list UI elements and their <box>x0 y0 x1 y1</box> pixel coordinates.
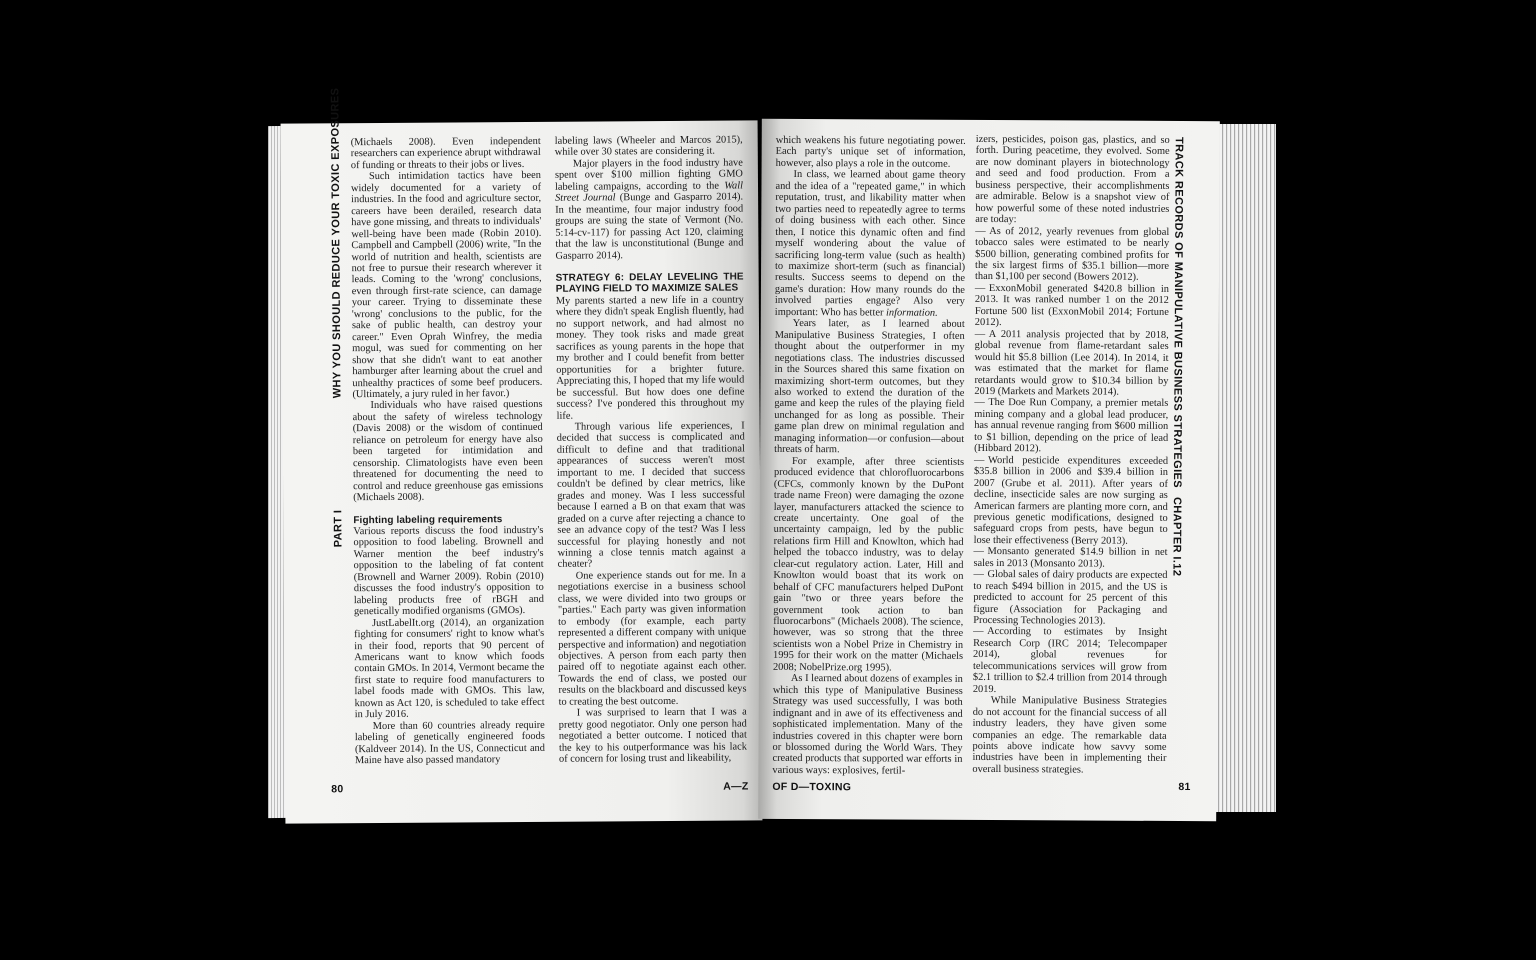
left-page <box>281 87 763 823</box>
footer-title-right: OF D—TOXING <box>772 780 852 794</box>
bullet-item: — World pesticide expenditures exceeded $35.8 billion in 2006 and $39.4 billion in 2007 (Grube et al. 2011). After years of decline, insecticide sales are now surging as American farmers are planting more corn, and previous genetic modifications, designed to safeguard crops from pests, have begun to lose their effectiveness (Berry 2013). <box>973 454 1169 547</box>
paragraph: labeling laws (Wheeler and Marcos 2015), while over 30 states are considering it. <box>554 134 743 159</box>
chapter-label: CHAPTER I.12 <box>1170 496 1183 577</box>
right-column-2 <box>972 134 1169 776</box>
paragraph: As I learned about dozens of examples in which this type of Manipulative Business Strategy was used successfully, I was both indignant and in awe of its effectiveness and sophisticated implementation. Many of the industries covered in this chapter were born or blossomed during the World Wars. They created products that supported war efforts in various ways: explosives, fertil- <box>772 673 963 777</box>
paragraph: Years later, as I learned about Manipulative Business Strategies, I often thought about the outperformer in my negotiations class. The industries discussed in the Sources shared this same fixation on maximizing short-term outcomes, but they also worked to extend the duration of the game and keep the rules of the playing field unchanged for as long as possible. Their game plan drew on minimal regulation and managing information—or confusion—about threats of harm. <box>774 318 965 456</box>
page-edge-right <box>1212 124 1276 812</box>
paragraph: While Manipulative Business Strategies do not account for the financial success of all industry leaders, they have given some companies an edge. The remarkable data points above indicate how savvy some industries have been in implementing their overall business strategies. <box>972 695 1167 776</box>
running-head-left: WHY YOU SHOULD REDUCE YOUR TOXIC EXPOSURES <box>329 87 344 399</box>
right-column-1 <box>772 135 965 777</box>
paragraph: Through various life experiences, I decided that success is complicated and difficult to define and that traditional appearances of success weren't most important to me. I decided that success couldn't be defined by clear metrics, like grades and money. Was I less successful because I earned a B on that exam that was graded on a curve after rejecting a chance to see an advance copy of the test? Was I less successful for playing honestly and not winning a close tennis match against a cheater? <box>556 420 746 571</box>
part-label: PART I <box>332 509 345 548</box>
paragraph: For example, after three scientists produced evidence that chlorofluorocarbons (CFCs, commonly known by the DuPont trade name Freon) were damaging the ozone layer, manufacturers attacked the science to create uncertainty. One goal of the uncertainty campaign, led by the public relations firm Hill and Knowlton, which had helped the tobacco industry, was to delay clear-cut regulatory action. Later, Hill and Knowlton would boast that its work on behalf of CFC manufacturers helped DuPont gain "two or three years before the government took action to ban fluorocarbons" (Michaels 2008). The science, however, was so strong that the three scientists won a Nobel Prize in Chemistry in 1995 for their work on the matter (Michaels 2008; NobelPrize.org 1995). <box>772 455 965 674</box>
page-number-left: 80 <box>331 783 344 796</box>
paragraph: Individuals who have raised questions about the safety of wireless technology (Davis 2008) or the wisdom of continued reliance on petroleum for energy have also been targeted for intimidation and censorship. Climatologists have even been threatened for documenting the need to control and reduce greenhouse gas emissions (Michaels 2008). <box>352 399 544 504</box>
paragraph: Various reports discuss the food industry's opposition to food labeling. Brownell and Warner mention the beef industry's opposition to the labeling of fat content (Brownell and Warner 2009). Robin (2010) discusses the food industry's opposition to labeling products free of rBGH and genetically modified organisms (GMOs). <box>353 524 544 618</box>
bullet-item: — According to estimates by Insight Research Corp (IRC 2014; Telecompaper 2014), global revenues for telecommunications services will grow from $2.1 trillion to $2.4 trillion from 2014 through 2019. <box>972 626 1168 695</box>
right-page <box>758 119 1220 821</box>
paragraph: More than 60 countries already require labeling of genetically engineered foods (Kaldveer 2014). In the US, Connecticut and Maine have also passed mandatory <box>354 719 545 767</box>
bullet-item: — As of 2012, yearly revenues from global tobacco sales were estimated to be nearly $500 billion, generating combined profits for the six largest firms of $35.1 billion—more than $1,100 per second (Bowers 2012). <box>974 225 1170 284</box>
paragraph: Such intimidation tactics have been widely documented for a variety of industries. In the food and agriculture sector, careers have been derailed, research data have gone missing, and threats to individuals' well-being have been made (Robin 2010). Campbell and Campbell (2006) write, "In the world of nutrition and health, scientists are not free to pursue their research wherever it leads. Coming to the 'wrong' conclusions, even through first-rate science, can damage your career. Trying to disseminate these 'wrong' conclusions to the public, for the sake of public health, can destroy your career." Even Oprah Winfrey, the media mogul, was sued for commenting on her show that she didn't want to eat another hamburger after learning about the cruel and unhealthy practices of some beef producers. (Ultimately, a jury ruled in her favor.) <box>350 170 543 401</box>
section-heading: Fighting labeling requirements <box>353 513 503 526</box>
paragraph: One experience stands out for me. In a negotiations exercise in a business school class, we were divided into two groups or "parties." Each party was given information to embody (for example, each party represented a different company with unique perspective and information) and negotiation objectives. A person from each party then paired off to negotiate against each other. Towards the end of class, we posted our results on the blackboard and discussed keys to creating the best outcome. <box>557 569 747 708</box>
paragraph: which weakens his future negotiating power. Each party's unique set of information, however, also plays a role in the outcome. <box>775 134 966 170</box>
paragraph: JustLabelIt.org (2014), an organization fighting for consumers' right to know what's in their food, reports that 90 percent of Americans want to know which foods contain GMOs. In 2014, Vermont became the first state to require food manufacturers to label foods made with GMOs. This law, known as Act 120, is scheduled to take effect in July 2016. <box>354 616 545 721</box>
footer-title-left: A—Z <box>723 780 749 793</box>
bullet-item: — The Doe Run Company, a premier metals mining company and a global lead producer, has annual revenue ranging from $600 million to $1 billion, depending on the price of lead (Hibbard 2012). <box>974 397 1169 455</box>
paragraph: In class, we learned about game theory and the idea of a "repeated game," in which reputation, trust, and likability matter when two parties need to repeatedly agree to terms of doing business with each other. Since then, I notice this dynamic often and find myself wondering about the value of sacrificing long-term value (such as health) to maximize short-term (such as financial) results. Success seems to depend on the game's duration: How many rounds do the involved parties engage? Also very important: Who has better information. <box>774 169 966 319</box>
bullet-item: — ExxonMobil generated $420.8 billion in 2013. It was ranked number 1 on the 2012 Fortune 500 list (ExxonMobil 2014; Fortune 2012). <box>974 282 1169 329</box>
paragraph: Major players in the food industry have spent over $100 million fighting GMO labeling campaigns, according to the Wall Street Journal (Bunge and Gasparro 2014). In the meantime, four major industry food groups are suing the state of Vermont (No. 5:14-cv-117) for passing Act 120, claiming that the law is unconstitutional (Bunge and Gasparro 2014). <box>554 157 744 262</box>
paragraph: My parents started a new life in a country where they didn't speak English fluently, had no support network, and had almost no money. They took risks and made great sacrifices as young parents in the hope that my brother and I could benefit from better opportunities for a brighter future. Appreciating this, I hoped that my life would be successful. But how does one define success? I've pondered this throughout my life. <box>555 294 745 422</box>
bullet-item: — Global sales of dairy products are expected to reach $494 billion in 2015, and the US is predicted to account for 25 percent of this figure (Association for Packaging and Processing Technologies 2013). <box>973 569 1168 627</box>
left-column-1 <box>351 136 545 767</box>
paragraph: izers, pesticides, poison gas, plastics, and so forth. During peacetime, they evolved. Some are now dominant players in biotechnology and seed and food production. From a business perspective, their accomplishments are admirable. Below is a snapshot view of how powerful some of these noted industries are today: <box>975 133 1170 226</box>
running-head-right: TRACK RECORDS OF MANIPULATIVE BUSINESS STRATEGIES <box>1170 136 1185 489</box>
left-column-2 <box>555 134 747 765</box>
strategy-heading: STRATEGY 6: DELAY LEVELING THE PLAYING FIELD TO MAXIMIZE SALES <box>555 271 744 296</box>
page-number-right: 81 <box>1178 780 1191 794</box>
paragraph: (Michaels 2008). Even independent researchers can experience abrupt withdrawal of funding or threats to their jobs or lives. <box>350 135 541 172</box>
bullet-item: — Monsanto generated $14.9 billion in net sales in 2013 (Monsanto 2013). <box>973 546 1168 570</box>
bullet-item: — A 2011 analysis projected that by 2018, global revenue from flame-retardant sales would hit $5.8 billion (Lee 2014). In 2014, it was estimated that the market for flame retardants would grow to $10.34 billion by 2019 (Markets and Markets 2014). <box>974 328 1169 398</box>
paragraph: I was surprised to learn that I was a pretty good negotiator. Only one person had negotiated a better outcome. I noticed that the key to his outperformance was his lack of concern for losing trust and likeability, <box>558 706 747 765</box>
